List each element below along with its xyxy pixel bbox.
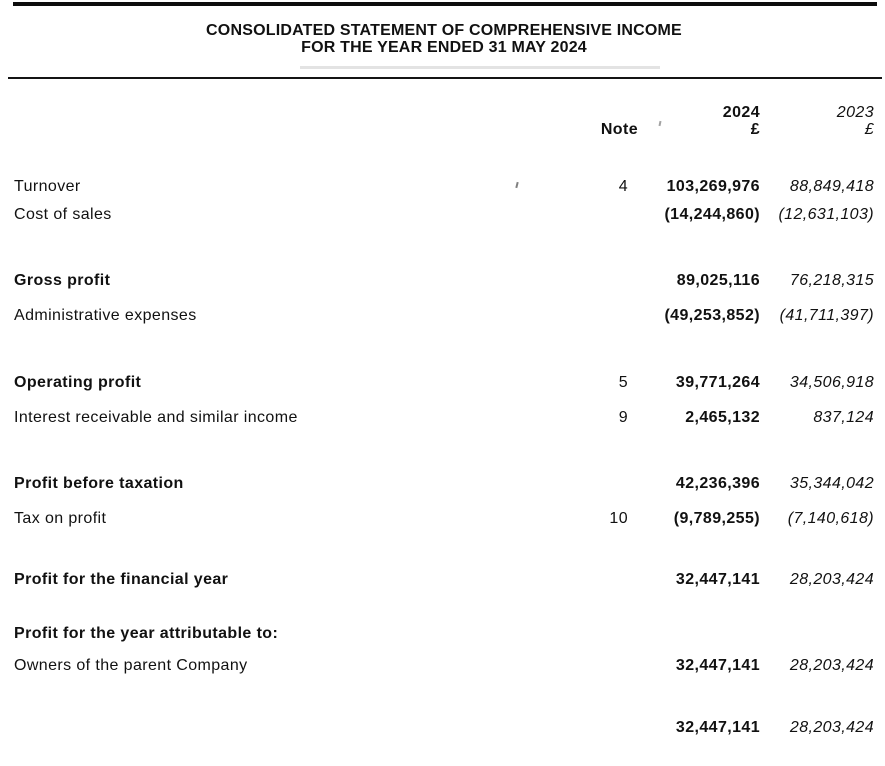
value-2024: 89,025,116 (676, 272, 760, 289)
note-ref: 9 (618, 409, 628, 426)
statement-row-interest-receivable (14, 408, 874, 436)
col-header-note: Note (600, 121, 638, 138)
value-2023: (12,631,103) (778, 206, 874, 223)
row-label: Owners of the parent Company (14, 657, 248, 674)
statement-row-profit-before-tax (14, 474, 874, 509)
document-page (0, 2, 885, 736)
row-label: Profit for the year attributable to: (14, 625, 279, 642)
value-2024: (49,253,852) (664, 307, 760, 324)
value-2024: 32,447,141 (675, 571, 760, 588)
value-2023: 76,218,315 (789, 272, 874, 289)
statement-row-tax-on-profit (14, 509, 874, 537)
value-2023: 35,344,042 (789, 475, 874, 492)
row-label: Interest receivable and similar income (14, 409, 298, 426)
col-header-2024: 2024 (722, 104, 760, 121)
value-2024: 39,771,264 (675, 374, 760, 391)
value-2024: 103,269,976 (666, 178, 760, 195)
row-label: Cost of sales (14, 206, 112, 223)
value-2024: 42,236,396 (675, 475, 760, 492)
note-ref: 4 (618, 178, 628, 195)
subtotal-rule (14, 241, 874, 261)
value-2023: (41,711,397) (779, 307, 874, 324)
row-label: Tax on profit (14, 510, 107, 527)
page-top-rule (13, 2, 877, 6)
row-label: Administrative expenses (14, 307, 197, 324)
value-2023: (7,140,618) (787, 510, 874, 527)
statement-row-owners-of-parent (14, 656, 874, 684)
value-2024: 2,465,132 (685, 409, 760, 426)
row-label: Operating profit (14, 374, 142, 391)
row-label: Profit before taxation (14, 475, 184, 492)
statement-title (14, 22, 874, 56)
value-2023: 28,203,424 (789, 657, 874, 674)
note-ref: 5 (618, 374, 628, 391)
value-2023: 34,506,918 (789, 374, 874, 391)
value-2023: 28,203,424 (789, 719, 874, 736)
subtotal-rule (14, 343, 874, 363)
statement-row-turnover (14, 177, 874, 205)
value-2024: 32,447,141 (675, 657, 760, 674)
title-underline-rule (8, 77, 882, 79)
statement-row-operating-profit (14, 373, 874, 408)
col-header-currency-2024: £ (750, 121, 760, 138)
value-2023: 28,203,424 (789, 571, 874, 588)
value-2024: 32,447,141 (675, 719, 760, 736)
col-header-currency-2023: £ (864, 121, 874, 138)
column-header-note-currency (14, 121, 874, 138)
row-label: Turnover (14, 178, 81, 195)
scan-artifact (300, 66, 660, 69)
statement-row-gross-profit (14, 271, 874, 306)
statement-row-profit-for-year (14, 570, 874, 594)
total-double-rule (14, 596, 874, 616)
row-label: Gross profit (14, 272, 111, 289)
row-label: Profit for the financial year (14, 571, 229, 588)
value-2024: (14,244,860) (664, 206, 760, 223)
subtotal-rule (14, 445, 874, 465)
subtotal-rule (14, 542, 874, 562)
note-ref: 10 (609, 510, 628, 527)
total-double-rule (14, 746, 874, 766)
value-2023: 837,124 (813, 409, 874, 426)
title-line-2: FOR THE YEAR ENDED 31 MAY 2024 (301, 39, 587, 56)
statement-row-admin-expenses (14, 306, 874, 334)
statement-row-cost-of-sales (14, 205, 874, 233)
value-2024: (9,789,255) (673, 510, 760, 527)
subtotal-rule (14, 689, 874, 709)
value-2023: 88,849,418 (789, 178, 874, 195)
statement-row-attributable-total (14, 718, 874, 742)
col-header-2023: 2023 (836, 104, 874, 121)
column-header-years (14, 104, 874, 121)
statement-row-attributable-heading (14, 624, 874, 652)
title-line-1: CONSOLIDATED STATEMENT OF COMPREHENSIVE INCOME (206, 22, 682, 39)
